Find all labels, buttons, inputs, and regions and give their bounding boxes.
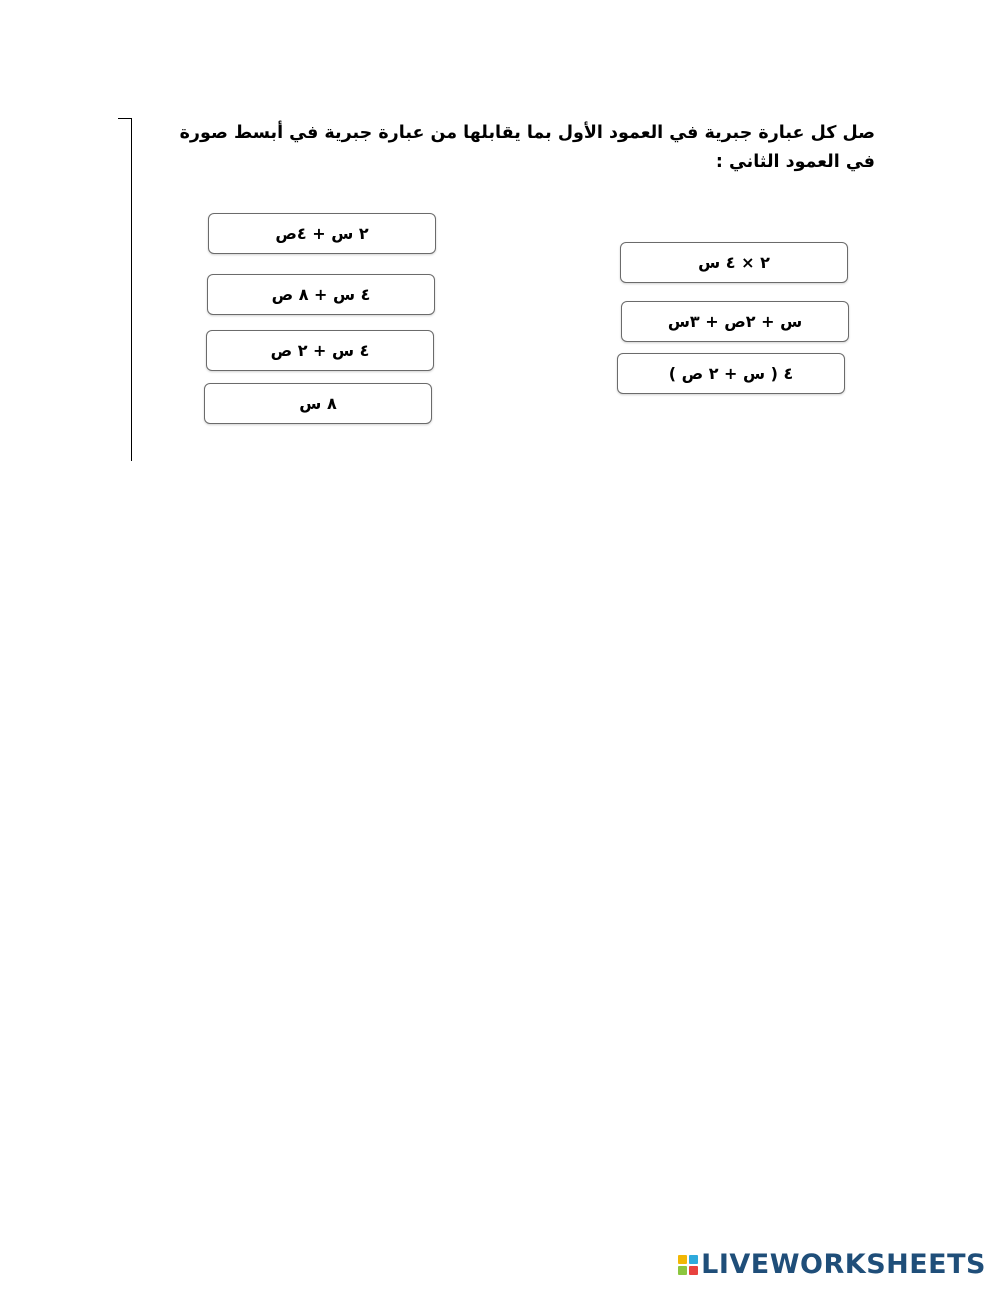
match-item-left-4[interactable]: ٨ س bbox=[204, 383, 432, 424]
top-rule bbox=[118, 118, 132, 119]
logo-tiles-icon bbox=[678, 1255, 698, 1275]
match-item-left-2[interactable]: ٤ س + ٨ ص bbox=[207, 274, 435, 315]
match-item-right-3[interactable]: ٤ ( س + ٢ ص ) bbox=[617, 353, 845, 394]
logo-tile bbox=[678, 1255, 687, 1264]
match-item-right-2[interactable]: س + ٢ص + ٣س bbox=[621, 301, 849, 342]
logo-tile bbox=[689, 1266, 698, 1275]
match-item-left-3[interactable]: ٤ س + ٢ ص bbox=[206, 330, 434, 371]
match-item-left-1[interactable]: ٢ س + ٤ص bbox=[208, 213, 436, 254]
logo-tile bbox=[678, 1266, 687, 1275]
margin-rule bbox=[131, 118, 132, 461]
match-item-right-1[interactable]: ٢ × ٤ س bbox=[620, 242, 848, 283]
brand-name: LIVEWORKSHEETS bbox=[701, 1249, 986, 1280]
exercise-instruction: صل كل عبارة جبرية في العمود الأول بما يقابلها من عبارة جبرية في أبسط صورة في العمود الثاني : bbox=[179, 123, 875, 172]
logo-tile bbox=[689, 1255, 698, 1264]
liveworksheets-logo[interactable] bbox=[678, 1250, 986, 1280]
